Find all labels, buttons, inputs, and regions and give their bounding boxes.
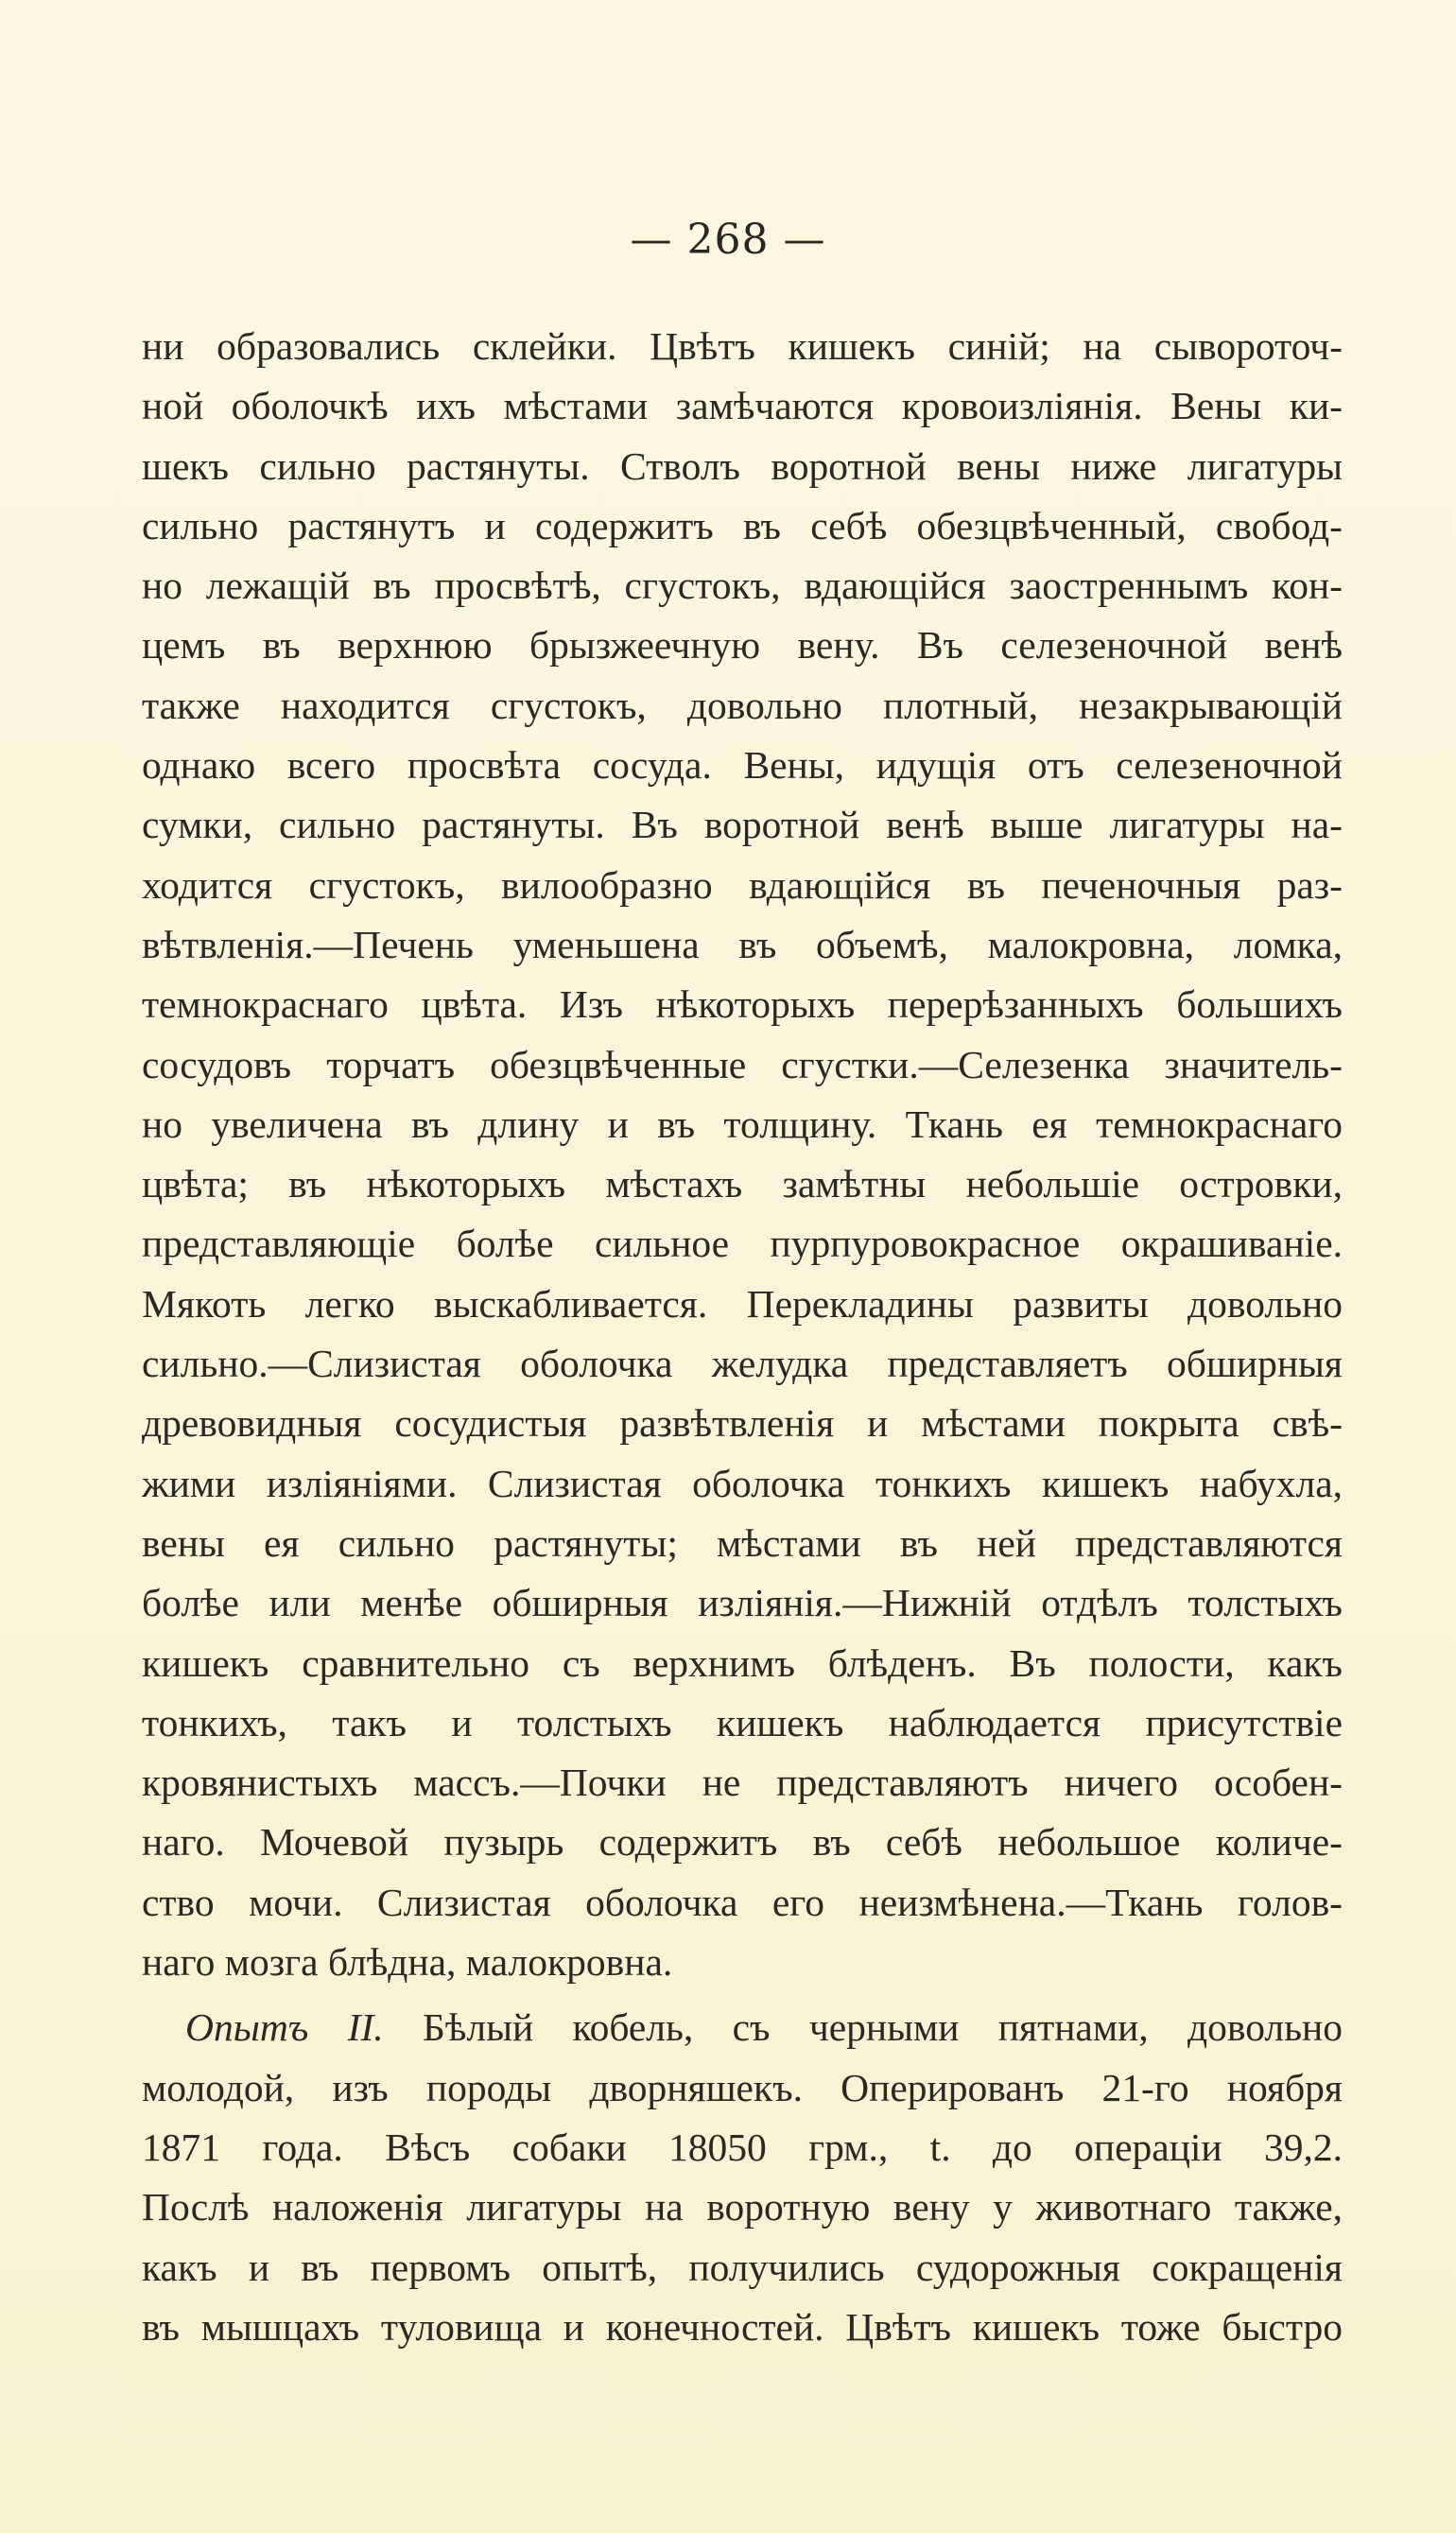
text-line: цемъ въ верхнюю брызжеечную вену. Въ селезеночной венѣ [142, 623, 1343, 668]
text-line: ни образовались склейки. Цвѣтъ кишекъ синій; на сывороточ- [142, 324, 1343, 368]
text-line: но лежащій въ просвѣтѣ, сгустокъ, вдающійся заостреннымъ кон- [142, 564, 1343, 608]
text-line: древовидныя сосудистыя развѣтвленія и мѣстами покрыта свѣ- [142, 1401, 1343, 1446]
text-line: болѣе или менѣе обширныя изліянія.—Нижній отдѣлъ толстыхъ [142, 1581, 1343, 1625]
text-line: сильно.—Слизистая оболочка желудка представляетъ обширныя [142, 1342, 1343, 1386]
experiment-heading: Опытъ II. [185, 2005, 384, 2050]
text-line [142, 1998, 1343, 2057]
text-line-content: Бѣлый кобель, съ черными пятнами, довольно [423, 2005, 1343, 2050]
text-line: ходится сгустокъ, вилообразно вдающійся въ печеночныя раз- [142, 862, 1343, 907]
body-text [142, 317, 1343, 2357]
paragraph-2 [142, 1998, 1343, 2357]
text-line: но увеличена въ длину и въ толщину. Ткань ея темнокраснаго [142, 1102, 1343, 1146]
text-line: сильно растянутъ и содержитъ въ себѣ обезцвѣченный, свобод- [142, 503, 1343, 547]
page-number: — 268 — [630, 216, 826, 264]
text-line: Послѣ наложенія лигатуры на воротную вену у животнаго также, [142, 2185, 1343, 2229]
text-line: темнокраснаго цвѣта. Изъ нѣкоторыхъ перерѣзанныхъ большихъ [142, 982, 1343, 1027]
text-line: шекъ сильно растянуты. Стволъ воротной вены ниже лигатуры [142, 443, 1343, 488]
text-line: ной оболочкѣ ихъ мѣстами замѣчаются кровоизліянія. Вены ки- [142, 384, 1343, 428]
text-line: въ мышцахъ туловища и конечностей. Цвѣтъ кишекъ тоже быстро [142, 2304, 1343, 2349]
text-line: наго. Мочевой пузырь содержитъ въ себѣ небольшое количе- [142, 1820, 1343, 1865]
text-line: вѣтвленія.—Печень уменьшена въ объемѣ, малокровна, ломка, [142, 922, 1343, 966]
text-line: жими изліяніями. Слизистая оболочка тонкихъ кишекъ набухла, [142, 1461, 1343, 1505]
text-line: ство мочи. Слизистая оболочка его неизмѣнена.—Ткань голов- [142, 1880, 1343, 1924]
text-line: кровянистыхъ массъ.—Почки не представляютъ ничего особен- [142, 1761, 1343, 1805]
text-line: сосудовъ торчатъ обезцвѣченные сгустки.—Селезенка значитель- [142, 1042, 1343, 1086]
text-line: однако всего просвѣта сосуда. Вены, идущія отъ селезеночной [142, 743, 1343, 788]
text-line: молодой, изъ породы дворняшекъ. Оперированъ 21-го ноября [142, 2065, 1343, 2109]
text-line: также находится сгустокъ, довольно плотный, незакрывающій [142, 683, 1343, 727]
text-line: тонкихъ, такъ и толстыхъ кишекъ наблюдается присутствіе [142, 1700, 1343, 1744]
text-line: Мякоть легко выскабливается. Перекладины развиты довольно [142, 1281, 1343, 1326]
text-line: цвѣта; въ нѣкоторыхъ мѣстахъ замѣтны небольшіе островки, [142, 1162, 1343, 1206]
text-line: представляющіе болѣе сильное пурпуровокрасное окрашиваніе. [142, 1222, 1343, 1266]
text-line: кишекъ сравнительно съ верхнимъ блѣденъ. Въ полости, какъ [142, 1640, 1343, 1685]
text-line: 1871 года. Вѣсъ собаки 18050 грм., t. до операціи 39,2. [142, 2125, 1343, 2169]
paragraph-1 [142, 317, 1343, 1992]
text-line: сумки, сильно растянуты. Въ воротной венѣ выше лигатуры на- [142, 803, 1343, 847]
text-line: какъ и въ первомъ опытѣ, получились судорожныя сокращенія [142, 2245, 1343, 2289]
text-line: вены ея сильно растянуты; мѣстами въ ней представляются [142, 1520, 1343, 1565]
text-line: наго мозга блѣдна, малокровна. [142, 1940, 673, 1985]
